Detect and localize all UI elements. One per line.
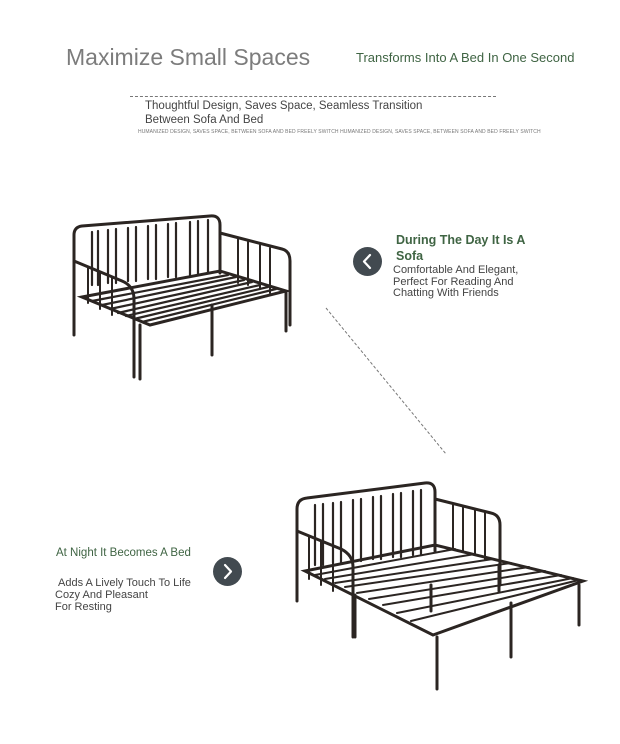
subtitle-line-2: Between Sofa And Bed	[145, 114, 264, 126]
night-description-line-1: Adds A Lively Touch To Life	[58, 577, 191, 589]
night-heading: At Night It Becomes A Bed	[56, 547, 191, 559]
sofa-image	[60, 205, 300, 385]
previous-button[interactable]	[353, 247, 382, 276]
day-heading: During The Day It Is A Sofa	[396, 233, 525, 263]
divider	[130, 96, 496, 97]
night-description-line-3: For Resting	[55, 601, 112, 613]
chevron-left-icon	[353, 247, 382, 276]
next-button[interactable]	[213, 557, 242, 586]
day-description: Comfortable And Elegant, Perfect For Reading And Chatting With Friends	[393, 264, 519, 299]
subtitle-line-1: Thoughtful Design, Saves Space, Seamless Transition	[145, 100, 423, 112]
bed-image	[285, 475, 590, 700]
chevron-right-icon	[213, 557, 242, 586]
fine-print: HUMANIZED DESIGN, SAVES SPACE, BETWEEN SOFA AND BED FREELY SWITCH HUMANIZED DESIGN, SAVES SPACE, BETWEEN SOFA AND BED FREELY SWITCH	[138, 129, 541, 135]
page-title: Maximize Small Spaces	[66, 44, 311, 70]
connector-line	[320, 300, 460, 460]
tagline: Transforms Into A Bed In One Second	[356, 50, 575, 65]
night-description-line-2: Cozy And Pleasant	[55, 589, 148, 601]
